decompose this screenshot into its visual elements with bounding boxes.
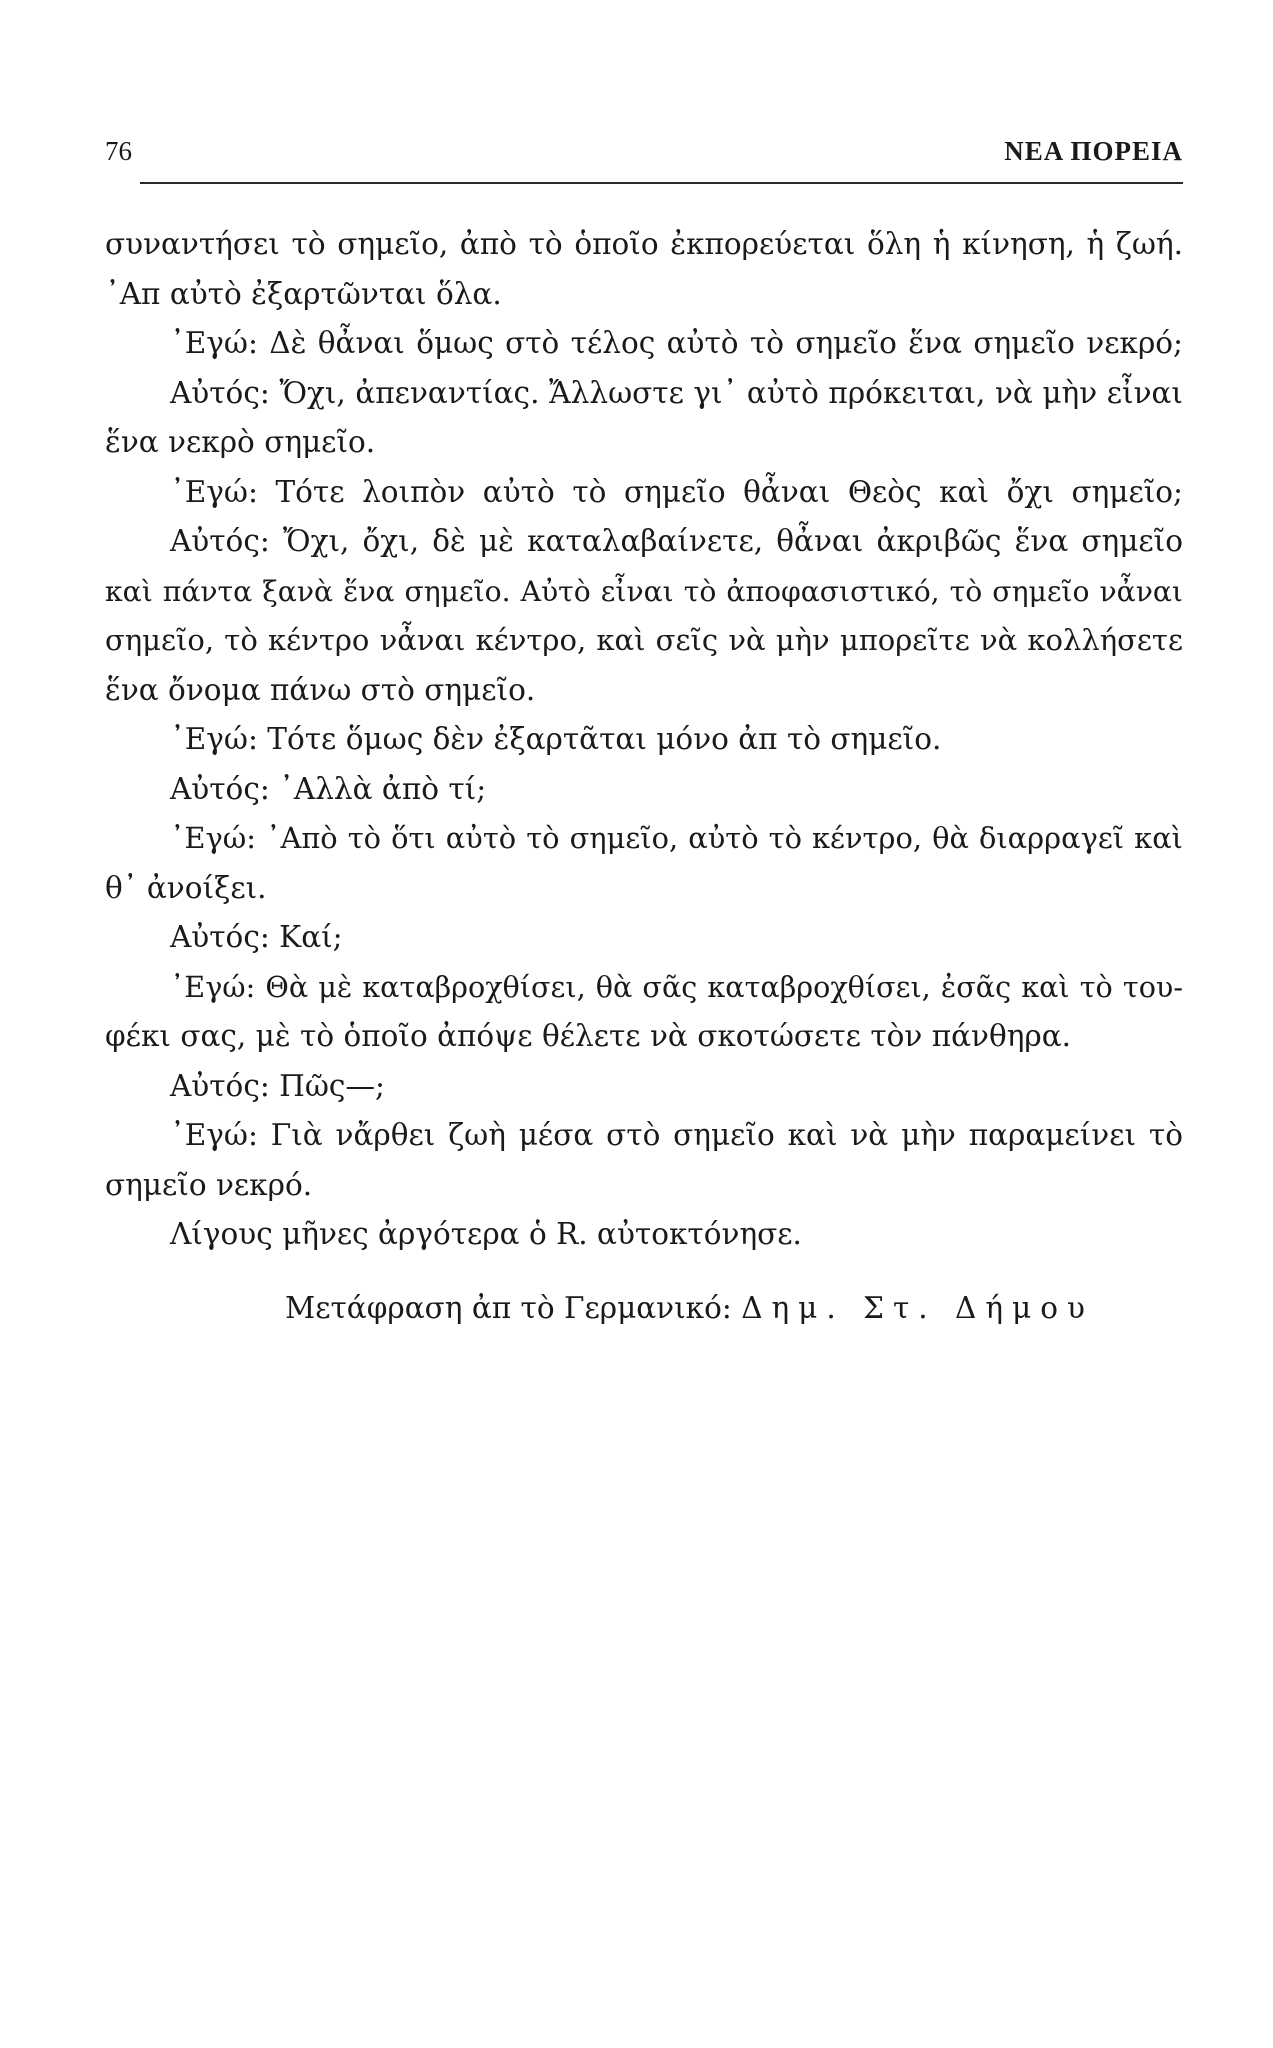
text-line: Αὐτός: Ὄχι, ὄχι, δὲ μὲ καταλαβαίνετε, θἆναι ἀκριβῶς ἕνα σημεῖο bbox=[170, 524, 1183, 558]
text-line: ᾽Εγώ: Θὰ μὲ καταβροχθίσει, θὰ σᾶς καταβροχθίσει, ἐσᾶς καὶ τὸ του- bbox=[170, 969, 1183, 1004]
text-line: ᾽Εγώ: Γιὰ νἄρθει ζωὴ μέσα στὸ σημεῖο καὶ νὰ μὴν παραμείνει τὸ bbox=[170, 1118, 1183, 1152]
text-line: Λίγους μῆνες ἀργότερα ὁ R. αὐτοκτόνησε. bbox=[170, 1217, 802, 1251]
header-divider bbox=[140, 182, 1183, 184]
text-line: ᾽Εγώ: Τότε λοιπὸν αὐτὸ τὸ σημεῖο θἆναι Θεὸς καὶ ὄχι σημεῖο; bbox=[170, 474, 1183, 509]
running-head: NEA ΠΟΡΕΙΑ bbox=[1004, 136, 1183, 166]
text-line: σημεῖο νεκρό. bbox=[105, 1167, 313, 1202]
text-line: ᾽Απ αὐτὸ ἐξαρτῶνται ὅλα. bbox=[105, 276, 502, 311]
text-line: καὶ πάντα ξανὰ ἕνα σημεῖο. Αὐτὸ εἶναι τὸ ἀποφασιστικό, τὸ σημεῖο νἆναι bbox=[105, 574, 1183, 608]
text-line: ᾽Εγώ: Τότε ὅμως δὲν ἐξαρτᾶται μόνο ἀπ τὸ σημεῖο. bbox=[170, 722, 942, 756]
text-line: ἕνα νεκρὸ σημεῖο. bbox=[105, 425, 376, 459]
text-line: Αὐτός: Πῶς—; bbox=[170, 1068, 385, 1103]
text-line: Αὐτός: Καί; bbox=[170, 920, 343, 954]
text-line: συναντήσει τὸ σημεῖο, ἀπὸ τὸ ὁποῖο ἐκπορεύεται ὅλη ἡ κίνηση, ἡ ζωή. bbox=[105, 227, 1183, 261]
body-text bbox=[105, 220, 1183, 1333]
translation-label: Μετάφραση ἀπ τὸ Γερμανικό: bbox=[285, 1290, 732, 1325]
translator-name: Δημ. Στ. Δήμου bbox=[741, 1290, 1094, 1325]
page-header bbox=[105, 128, 1183, 168]
page-number: 76 bbox=[105, 136, 132, 166]
text-line: Αὐτός: ᾽Αλλὰ ἀπὸ τί; bbox=[170, 771, 487, 806]
text-line: Αὐτός: Ὄχι, ἀπεναντίας. Ἄλλωστε γι᾽ αὐτὸ πρόκειται, νὰ μὴν εἶναι bbox=[170, 375, 1183, 410]
text-line: ᾽Εγώ: ᾽Απὸ τὸ ὅτι αὐτὸ τὸ σημεῖο, αὐτὸ τὸ κέντρο, θὰ διαρραγεῖ καὶ bbox=[170, 821, 1183, 855]
text-line: ᾽Εγώ: Δὲ θἆναι ὅμως στὸ τέλος αὐτὸ τὸ σημεῖο ἕνα σημεῖο νεκρό; bbox=[170, 326, 1183, 360]
text-line: σημεῖο, τὸ κέντρο νἆναι κέντρο, καὶ σεῖς νὰ μὴν μπορεῖτε νὰ κολλήσετε bbox=[105, 623, 1183, 657]
text-line: φέκι σας, μὲ τὸ ὁποῖο ἀπόψε θέλετε νὰ σκοτώσετε τὸν πάνθηρα. bbox=[105, 1019, 1072, 1053]
text-line: ἕνα ὄνομα πάνω στὸ σημεῖο. bbox=[105, 672, 536, 707]
text-line: θ᾽ ἀνοίξει. bbox=[105, 870, 267, 905]
translation-credit bbox=[105, 1284, 1183, 1334]
paragraph-gap bbox=[105, 1260, 1183, 1284]
